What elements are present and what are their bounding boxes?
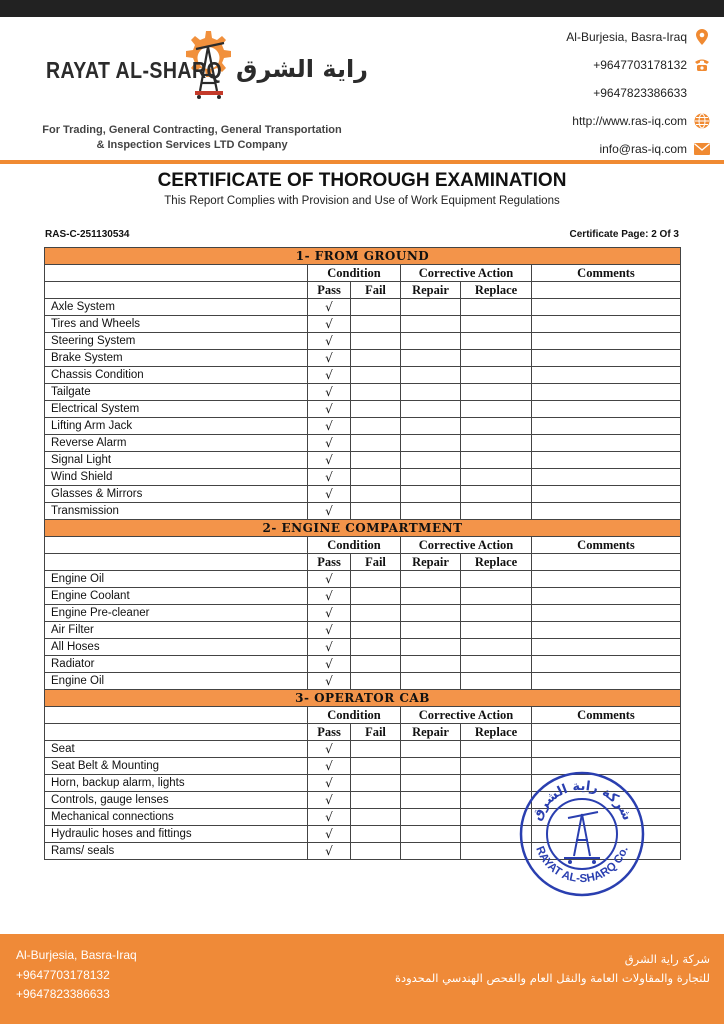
item-name: Transmission — [45, 503, 308, 520]
fail-cell — [351, 486, 401, 503]
item-name: Radiator — [45, 656, 308, 673]
contact-phone1[interactable] — [566, 51, 710, 79]
repair-cell — [401, 843, 461, 860]
fail-cell — [351, 741, 401, 758]
column-group-header-row — [45, 265, 681, 282]
fail-cell — [351, 639, 401, 656]
table-row — [45, 316, 681, 333]
fail-cell — [351, 299, 401, 316]
contact-address — [566, 23, 710, 51]
fail-cell — [351, 367, 401, 384]
page-title: CERTIFICATE OF THOROUGH EXAMINATION — [157, 170, 567, 191]
certificate-page-label: Certificate Page: 2 Of 3 — [569, 229, 679, 240]
company-name-ar: راية الشرق — [235, 55, 368, 83]
replace-cell — [461, 571, 532, 588]
contact-phone2-text[interactable]: +9647823386633 — [593, 86, 687, 100]
comments-cell — [532, 333, 681, 350]
footer-desc-ar: للتجارة والمقاولات العامة والنقل العام والفحص الهندسي المحدودة — [394, 971, 710, 985]
fail-cell — [351, 384, 401, 401]
replace-cell — [461, 350, 532, 367]
fail-cell — [351, 401, 401, 418]
tagline-line2: & Inspection Services LTD Company — [96, 139, 288, 151]
pass-check: √ — [308, 384, 351, 401]
repair-cell — [401, 401, 461, 418]
comments-cell — [532, 486, 681, 503]
comments-cell — [532, 605, 681, 622]
fail-cell — [351, 792, 401, 809]
table-row — [45, 367, 681, 384]
repair-cell — [401, 792, 461, 809]
repair-cell — [401, 809, 461, 826]
comments-cell — [532, 503, 681, 520]
table-row — [45, 299, 681, 316]
replace-cell — [461, 401, 532, 418]
item-name: Chassis Condition — [45, 367, 308, 384]
repair-cell — [401, 826, 461, 843]
item-name: Glasses & Mirrors — [45, 486, 308, 503]
header-divider — [0, 160, 724, 164]
comments-cell — [532, 418, 681, 435]
comments-cell — [532, 673, 681, 690]
column-subheader-row — [45, 724, 681, 741]
pass-check: √ — [308, 452, 351, 469]
table-row — [45, 486, 681, 503]
pass-check: √ — [308, 299, 351, 316]
table-row — [45, 401, 681, 418]
fail-cell — [351, 571, 401, 588]
fail-cell — [351, 622, 401, 639]
pass-check: √ — [308, 333, 351, 350]
replace-cell — [461, 503, 532, 520]
replace-cell — [461, 435, 532, 452]
section-title: 2- ENGINE COMPARTMENT — [45, 520, 681, 537]
fail-cell — [351, 503, 401, 520]
fail-cell — [351, 656, 401, 673]
repair-cell — [401, 775, 461, 792]
footer — [0, 934, 724, 1024]
repair-cell — [401, 469, 461, 486]
item-name: Engine Coolant — [45, 588, 308, 605]
footer-arabic — [395, 950, 710, 988]
replace-cell — [461, 418, 532, 435]
fail-cell — [351, 333, 401, 350]
pass-header: Pass — [308, 724, 351, 741]
footer-contact — [16, 946, 137, 1005]
table-row — [45, 571, 681, 588]
comments-cell — [532, 452, 681, 469]
pass-check: √ — [308, 826, 351, 843]
corrective-action-header: Corrective Action — [401, 265, 532, 282]
repair-cell — [401, 673, 461, 690]
table-row — [45, 639, 681, 656]
comments-cell — [532, 571, 681, 588]
pass-check: √ — [308, 435, 351, 452]
contact-block — [566, 23, 710, 163]
repair-cell — [401, 452, 461, 469]
column-subheader-row — [45, 554, 681, 571]
table-row — [45, 350, 681, 367]
footer-phone2[interactable]: +9647823386633 — [16, 987, 110, 1001]
footer-address: Al-Burjesia, Basra-Iraq — [16, 948, 137, 962]
condition-header: Condition — [308, 265, 401, 282]
item-name: Rams/ seals — [45, 843, 308, 860]
pass-check: √ — [308, 639, 351, 656]
replace-cell — [461, 316, 532, 333]
letterhead — [0, 17, 724, 160]
comments-cell — [532, 741, 681, 758]
comments-cell — [532, 384, 681, 401]
pass-check: √ — [308, 605, 351, 622]
item-name: Signal Light — [45, 452, 308, 469]
pass-check: √ — [308, 741, 351, 758]
repair-header: Repair — [401, 282, 461, 299]
item-column-header — [45, 707, 308, 724]
comments-cell — [532, 656, 681, 673]
comments-subheader — [532, 282, 681, 299]
replace-header: Replace — [461, 282, 532, 299]
phone-spacer — [694, 85, 710, 101]
repair-cell — [401, 350, 461, 367]
repair-cell — [401, 418, 461, 435]
item-name: All Hoses — [45, 639, 308, 656]
column-group-header-row — [45, 537, 681, 554]
table-row — [45, 741, 681, 758]
comments-header: Comments — [532, 537, 681, 554]
contact-website[interactable] — [566, 107, 710, 135]
pass-check: √ — [308, 758, 351, 775]
repair-cell — [401, 316, 461, 333]
pass-check: √ — [308, 316, 351, 333]
globe-icon — [694, 113, 710, 129]
comments-cell — [532, 622, 681, 639]
pass-check: √ — [308, 486, 351, 503]
fail-cell — [351, 673, 401, 690]
top-dark-bar — [0, 0, 724, 17]
repair-cell — [401, 333, 461, 350]
contact-email[interactable] — [566, 135, 710, 163]
contact-email-text[interactable]: info@ras-iq.com — [599, 142, 687, 156]
item-subheader — [45, 554, 308, 571]
corrective-action-header: Corrective Action — [401, 707, 532, 724]
contact-phone1-text[interactable]: +9647703178132 — [593, 58, 687, 72]
repair-cell — [401, 571, 461, 588]
comments-cell — [532, 316, 681, 333]
item-name: Tires and Wheels — [45, 316, 308, 333]
column-group-header-row — [45, 707, 681, 724]
section-title: 3- OPERATOR CAB — [45, 690, 681, 707]
repair-header: Repair — [401, 724, 461, 741]
fail-header: Fail — [351, 554, 401, 571]
repair-cell — [401, 435, 461, 452]
comments-cell — [532, 588, 681, 605]
item-name: Tailgate — [45, 384, 308, 401]
fail-cell — [351, 843, 401, 860]
item-name: Seat Belt & Mounting — [45, 758, 308, 775]
item-name: Mechanical connections — [45, 809, 308, 826]
table-row — [45, 435, 681, 452]
item-name: Electrical System — [45, 401, 308, 418]
section-header-row — [45, 520, 681, 537]
replace-cell — [461, 639, 532, 656]
comments-subheader — [532, 554, 681, 571]
pass-check: √ — [308, 401, 351, 418]
pass-check: √ — [308, 367, 351, 384]
column-subheader-row — [45, 282, 681, 299]
table-row — [45, 622, 681, 639]
replace-cell — [461, 656, 532, 673]
contact-website-text[interactable]: http://www.ras-iq.com — [572, 114, 687, 128]
fail-cell — [351, 605, 401, 622]
replace-cell — [461, 299, 532, 316]
table-row — [45, 503, 681, 520]
condition-header: Condition — [308, 707, 401, 724]
item-name: Seat — [45, 741, 308, 758]
item-name: Steering System — [45, 333, 308, 350]
table-row — [45, 469, 681, 486]
pass-check: √ — [308, 775, 351, 792]
pass-check: √ — [308, 673, 351, 690]
repair-cell — [401, 605, 461, 622]
comments-cell — [532, 299, 681, 316]
repair-cell — [401, 299, 461, 316]
fail-cell — [351, 469, 401, 486]
item-name: Brake System — [45, 350, 308, 367]
pass-check: √ — [308, 350, 351, 367]
pass-check: √ — [308, 418, 351, 435]
repair-cell — [401, 384, 461, 401]
stamp-derrick-icon — [564, 812, 600, 858]
replace-cell — [461, 452, 532, 469]
repair-cell — [401, 758, 461, 775]
item-name: Engine Oil — [45, 673, 308, 690]
location-pin-icon — [694, 29, 710, 45]
pass-check: √ — [308, 588, 351, 605]
item-name: Lifting Arm Jack — [45, 418, 308, 435]
repair-cell — [401, 741, 461, 758]
condition-header: Condition — [308, 537, 401, 554]
replace-cell — [461, 588, 532, 605]
repair-cell — [401, 367, 461, 384]
tagline-line1: For Trading, General Contracting, General Transportation — [42, 124, 342, 136]
pass-check: √ — [308, 809, 351, 826]
comments-header: Comments — [532, 265, 681, 282]
pass-check: √ — [308, 656, 351, 673]
fail-header: Fail — [351, 282, 401, 299]
contact-phone2[interactable] — [566, 79, 710, 107]
comments-cell — [532, 639, 681, 656]
item-name: Controls, gauge lenses — [45, 792, 308, 809]
comments-cell — [532, 435, 681, 452]
phone-icon — [694, 57, 710, 73]
page-subtitle: This Report Complies with Provision and Use of Work Equipment Regulations — [164, 195, 560, 207]
pass-check: √ — [308, 571, 351, 588]
fail-cell — [351, 418, 401, 435]
comments-cell — [532, 350, 681, 367]
item-name: Reverse Alarm — [45, 435, 308, 452]
table-row — [45, 333, 681, 350]
pass-check: √ — [308, 622, 351, 639]
fail-header: Fail — [351, 724, 401, 741]
certificate-number: RAS-C-251130534 — [45, 229, 130, 240]
replace-cell — [461, 605, 532, 622]
comments-cell — [532, 469, 681, 486]
replace-cell — [461, 741, 532, 758]
replace-cell — [461, 367, 532, 384]
fail-cell — [351, 809, 401, 826]
item-subheader — [45, 282, 308, 299]
item-subheader — [45, 724, 308, 741]
pass-header: Pass — [308, 554, 351, 571]
comments-cell — [532, 401, 681, 418]
svg-text:RAYAT AL-SHARQ Co. — [533, 845, 631, 885]
replace-header: Replace — [461, 554, 532, 571]
repair-cell — [401, 486, 461, 503]
repair-cell — [401, 588, 461, 605]
company-name-en: RAYAT AL-SHARQ — [46, 57, 223, 83]
stamp-text-ar: شركة راية الشرق — [529, 778, 635, 823]
item-name: Engine Oil — [45, 571, 308, 588]
email-icon — [694, 141, 710, 157]
pass-check: √ — [308, 843, 351, 860]
corrective-action-header: Corrective Action — [401, 537, 532, 554]
item-name: Axle System — [45, 299, 308, 316]
pass-check: √ — [308, 503, 351, 520]
table-row — [45, 384, 681, 401]
section-header-row — [45, 248, 681, 265]
fail-cell — [351, 435, 401, 452]
fail-cell — [351, 775, 401, 792]
repair-header: Repair — [401, 554, 461, 571]
item-name: Hydraulic hoses and fittings — [45, 826, 308, 843]
company-tagline — [0, 123, 384, 153]
table-row — [45, 418, 681, 435]
replace-cell — [461, 469, 532, 486]
footer-phone1[interactable]: +9647703178132 — [16, 967, 110, 982]
item-name: Air Filter — [45, 622, 308, 639]
repair-cell — [401, 639, 461, 656]
repair-cell — [401, 622, 461, 639]
replace-cell — [461, 486, 532, 503]
table-row — [45, 673, 681, 690]
item-column-header — [45, 537, 308, 554]
fail-cell — [351, 350, 401, 367]
company-stamp — [518, 770, 646, 898]
pass-header: Pass — [308, 282, 351, 299]
repair-cell — [401, 656, 461, 673]
fail-cell — [351, 826, 401, 843]
item-name: Horn, backup alarm, lights — [45, 775, 308, 792]
table-row — [45, 452, 681, 469]
table-row — [45, 588, 681, 605]
replace-cell — [461, 333, 532, 350]
replace-cell — [461, 622, 532, 639]
replace-cell — [461, 673, 532, 690]
item-column-header — [45, 265, 308, 282]
fail-cell — [351, 452, 401, 469]
fail-cell — [351, 316, 401, 333]
item-name: Wind Shield — [45, 469, 308, 486]
section-title: 1- FROM GROUND — [45, 248, 681, 265]
item-name: Engine Pre-cleaner — [45, 605, 308, 622]
comments-subheader — [532, 724, 681, 741]
pass-check: √ — [308, 792, 351, 809]
company-logo — [38, 25, 368, 125]
comments-cell — [532, 367, 681, 384]
table-row — [45, 656, 681, 673]
fail-cell — [351, 588, 401, 605]
comments-header: Comments — [532, 707, 681, 724]
fail-cell — [351, 758, 401, 775]
contact-address-text: Al-Burjesia, Basra-Iraq — [566, 30, 687, 44]
replace-cell — [461, 384, 532, 401]
stamp-text-en: RAYAT AL-SHARQ Co. — [533, 844, 631, 886]
examination-table — [44, 247, 681, 860]
repair-cell — [401, 503, 461, 520]
pass-check: √ — [308, 469, 351, 486]
footer-name-ar: شركة راية الشرق — [624, 952, 710, 966]
replace-header: Replace — [461, 724, 532, 741]
section-header-row — [45, 690, 681, 707]
table-row — [45, 605, 681, 622]
